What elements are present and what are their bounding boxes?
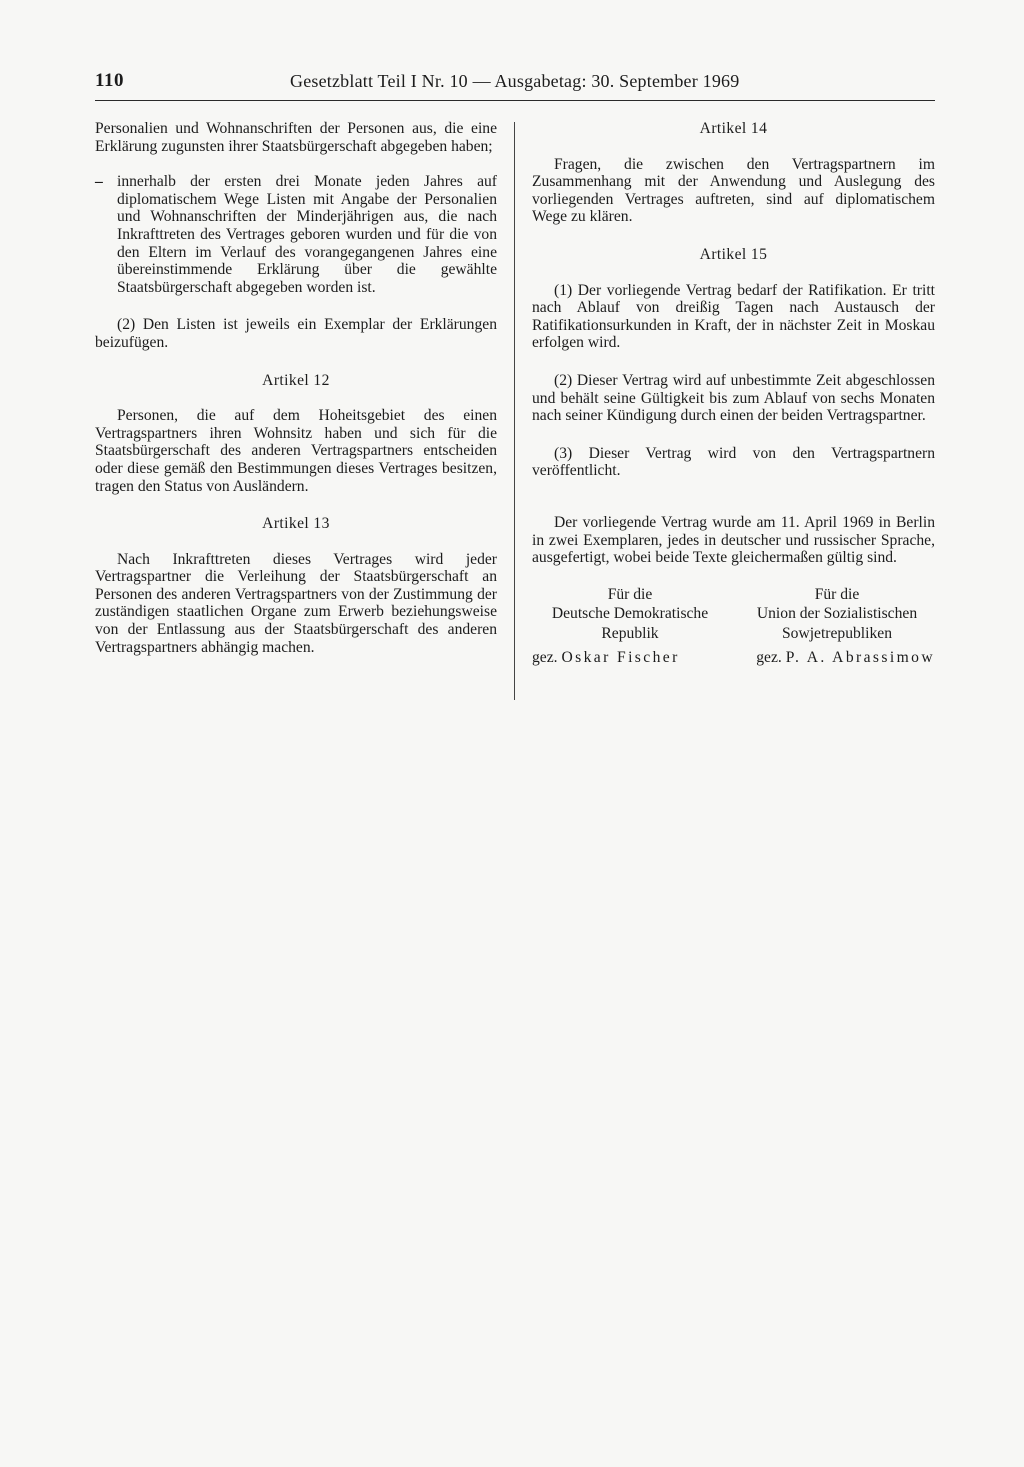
article-12-heading: Artikel 12 bbox=[262, 371, 330, 389]
article-15-paragraph-3: (3) Dieser Vertrag wird von den Vertragspartnern veröffentlicht. bbox=[532, 444, 935, 480]
signature-block bbox=[532, 585, 935, 644]
signatory-line: Für die bbox=[607, 585, 653, 603]
running-title: Gesetzblatt Teil I Nr. 10 — Ausgabetag: 30. September 1969 bbox=[290, 71, 740, 91]
article-15-paragraph-1: (1) Der vorliegende Vertrag bedarf der Ratifikation. Er tritt nach Ablauf von dreißig Tagen nach Austausch der Ratifikationsurkunden in Kraft, der in nächster Zeit in Moskau erfolgen wird. bbox=[532, 281, 935, 352]
signatory-line: Republik bbox=[601, 624, 659, 642]
article-14-text: Fragen, die zwischen den Vertragspartnern im Zusammenhang mit der Anwendung und Auslegung des vorliegenden Vertrages auftreten, sind auf diplomatischem Wege zu klären. bbox=[532, 155, 935, 226]
signer-name: Oskar Fischer bbox=[561, 649, 680, 667]
paragraph-continuation: Personalien und Wohnanschriften der Personen aus, die eine Erklärung zugunsten ihrer Staatsbürgerschaft abgegeben haben; bbox=[95, 120, 497, 155]
article-13-text: Nach Inkrafttreten dieses Vertrages wird jeder Vertragspartner die Verleihung der Staatsbürgerschaft an Personen des anderen Vertragspartners von der Zustimmung der zuständigen staatlichen Organe zum Erwerb beziehungsweise von der Entlassung aus der Staatsbürgerschaft des anderen Vertragspartners abhängig machen. bbox=[95, 550, 497, 656]
left-column bbox=[95, 120, 497, 656]
gez-label: gez. bbox=[532, 649, 558, 667]
signature-ussr bbox=[756, 649, 935, 667]
signatory-gdr bbox=[532, 585, 728, 644]
right-column bbox=[532, 120, 935, 667]
signatory-line: Union der Sozialistischen bbox=[756, 605, 918, 623]
signatory-line: Deutsche Demokratische bbox=[551, 605, 709, 623]
list-item bbox=[95, 173, 497, 296]
page-number: 110 bbox=[95, 70, 124, 91]
list-item-text: innerhalb der ersten drei Monate jeden Jahres auf diplomatischem Wege Listen mit Angabe der Personalien und Wohnanschriften der Minderjährigen aus, die nach Inkrafttreten des Vertrages geboren wurden und für die von den Eltern im Verlauf des vorangegangenen Jahres eine übereinstimmende Erklärung über die gewählte Staatsbürgerschaft abgegeben worden ist. bbox=[117, 173, 497, 296]
signatory-ussr bbox=[739, 585, 935, 644]
page-header bbox=[95, 70, 935, 101]
article-13-heading: Artikel 13 bbox=[262, 515, 330, 533]
article-14-heading: Artikel 14 bbox=[699, 120, 768, 137]
closing-paragraph: Der vorliegende Vertrag wurde am 11. April 1969 in Berlin in zwei Exemplaren, jedes in deutscher und russischer Sprache, ausgefertigt, wobei beide Texte gleichermaßen gültig sind. bbox=[532, 513, 935, 567]
article-12-text: Personen, die auf dem Hoheitsgebiet des einen Vertragspartners ihren Wohnsitz haben und sich für die Staatsbürgerschaft des anderen Vertragspartners entscheiden oder diese gemäß den Bestimmungen dieses Vertrages besitzen, tragen den Status von Ausländern. bbox=[95, 407, 497, 495]
gez-label: gez. bbox=[756, 649, 782, 667]
article-15-paragraph-2: (2) Dieser Vertrag wird auf unbestimmte Zeit abgeschlossen und behält seine Gültigkeit bis zum Ablauf von sechs Monaten nach seiner Kündigung durch einen der beiden Vertragspartner. bbox=[532, 371, 935, 425]
column-divider bbox=[514, 122, 515, 700]
signature-names bbox=[532, 649, 935, 667]
article-15-heading: Artikel 15 bbox=[699, 245, 768, 263]
paragraph-2: (2) Den Listen ist jeweils ein Exemplar der Erklärungen beizufügen. bbox=[95, 316, 497, 351]
signer-name: P. A. Abrassimow bbox=[785, 649, 935, 667]
signatory-line: Sowjetrepubliken bbox=[781, 624, 892, 642]
signature-gdr bbox=[532, 649, 680, 667]
dash-bullet: – bbox=[95, 173, 103, 191]
signatory-line: Für die bbox=[814, 585, 860, 603]
